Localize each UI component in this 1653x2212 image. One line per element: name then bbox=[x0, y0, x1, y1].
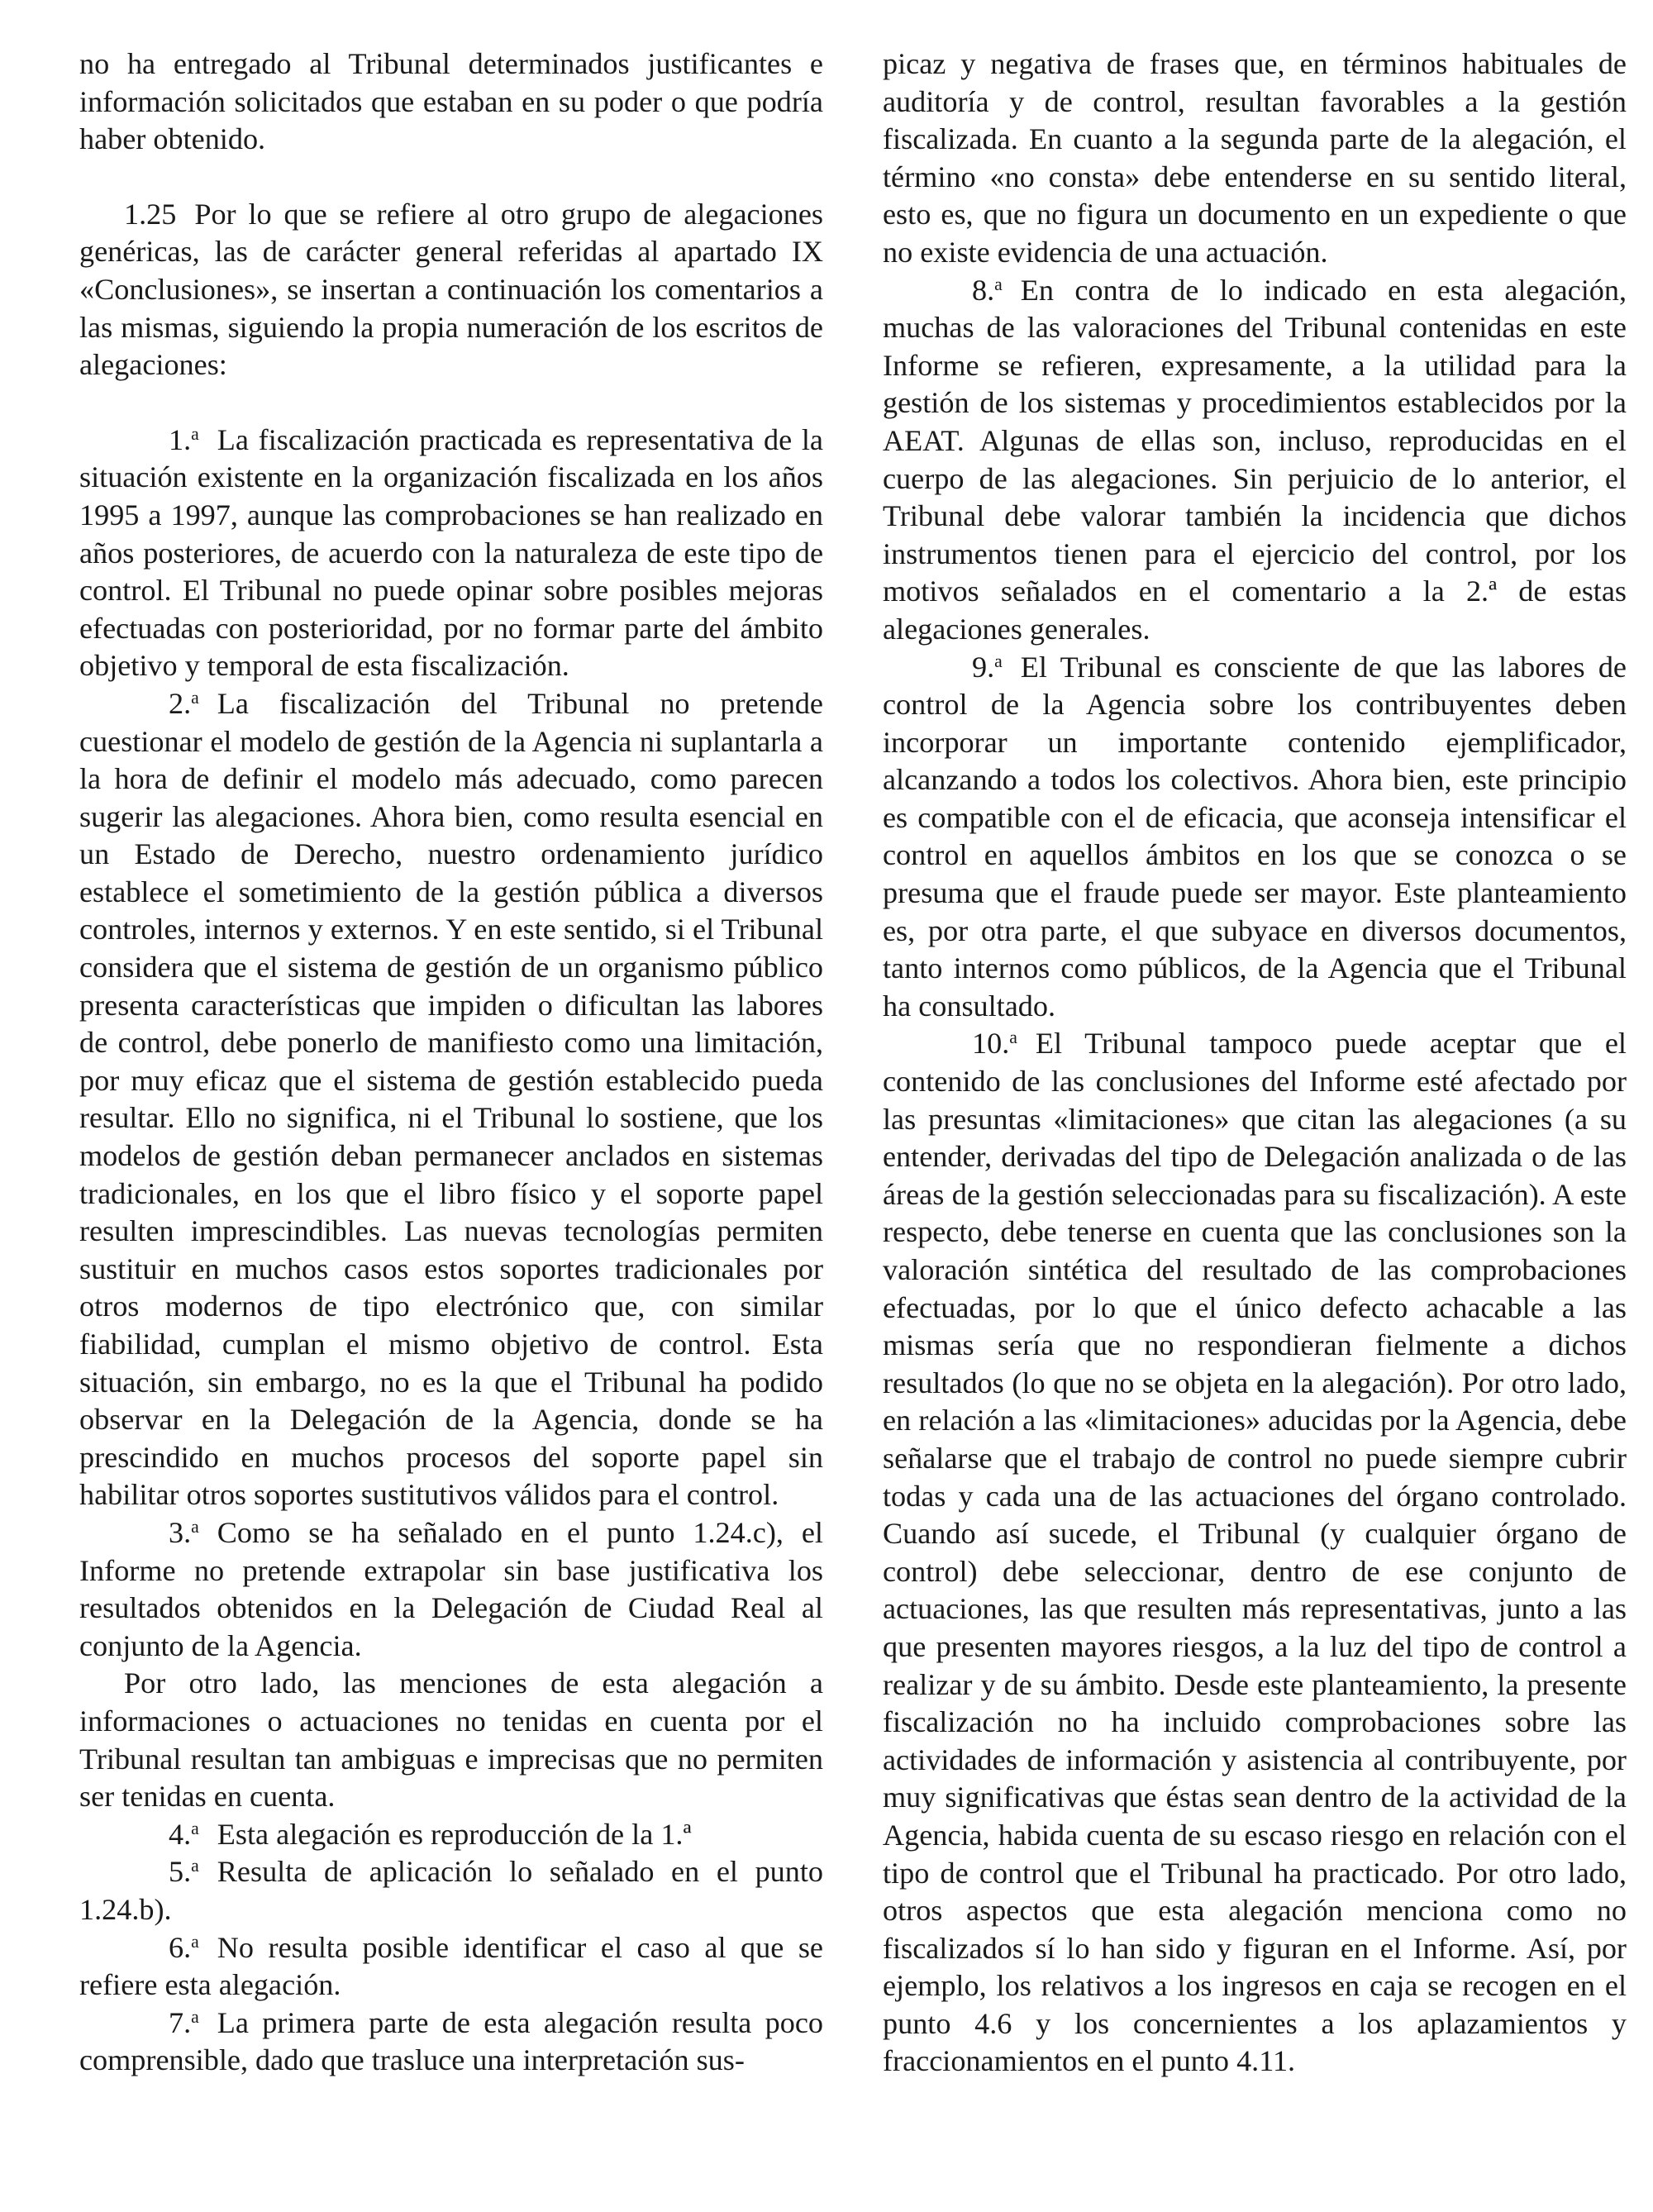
right-column bbox=[883, 45, 1627, 2178]
paragraph-1-25 bbox=[79, 196, 823, 384]
paragraph-number: 1.25 bbox=[124, 197, 177, 231]
allegation-10 bbox=[883, 1025, 1627, 2081]
ordinal-label: 6.$^a$ bbox=[169, 1930, 199, 1964]
ordinal-label: 3.$^a$ bbox=[169, 1515, 199, 1549]
allegation-8 bbox=[883, 272, 1627, 649]
allegation-text: La fiscalización del Tribunal no pretende cuestionar el modelo de gestión de la Agencia ni suplantarla a la hora de definir el modelo más adecuado, como parecen sugerir las alegaciones. Ahora bien, como resulta esencial en un Estado de Derecho, nuestro ordenamiento jurídico establece el sometimiento de la gestión pública a diversos controles, internos y externos. Y en este sentido, si el Tribunal considera que el sistema de gestión de un organismo público presenta características que impiden o dificultan las labores de control, debe ponerlo de manifiesto como una limitación, por muy eficaz que el sistema de gestión establecido pueda resultar. Ello no significa, ni el Tribunal lo sostiene, que los modelos de gestión deban permanecer anclados en sistemas tradicionales, en los que el libro físico y el soporte papel resulten imprescindibles. Las nuevas tecnologías permiten sustituir en muchos casos estos soportes tradicionales por otros modernos de tipo electrónico que, con similar fiabilidad, cumplan el mismo objetivo de control. Esta situación, sin embargo, no es la que el Tribunal ha podido observar en la Delegación de la Agencia, donde se ha prescindido en muchos procesos del soporte papel sin habilitar otros soportes sustitutivos válidos para el control. bbox=[79, 686, 823, 1512]
allegation-6 bbox=[79, 1929, 823, 2005]
allegation-4 bbox=[79, 1816, 823, 1854]
allegation-text: El Tribunal tampoco puede aceptar que el contenido de las conclusiones del Informe esté afectado por las presuntas «limitaciones» que citan las alegaciones (a su entender, derivadas del tipo de Delegación analizada o de las áreas de la gestión seleccionadas para su fiscalización). A este respecto, debe tenerse en cuenta que las conclusiones son la valoración sintética del resultado de las comprobaciones efectuadas, por lo que el único defecto achacable a las mismas sería que no respondieran fielmente a dichos resultados (lo que no se objeta en la alegación). Por otro lado, en relación a las «limitaciones» aducidas por la Agencia, debe señalarse que el trabajo de control no puede siempre cubrir todas y cada una de las actuaciones del órgano controlado. Cuando así sucede, el Tribunal (y cualquier órgano de control) debe seleccionar, dentro de ese conjunto de actuaciones, las que resulten más representativas, junto a las que presenten mayores riesgos, a la luz del tipo de control a realizar y de su ámbito. Desde este planteamiento, la presente fiscalización no ha incluido comprobaciones sobre las actividades de información y asistencia al contribuyente, por muy significativas que éstas sean dentro de la actividad de la Agencia, habida cuenta de su escaso riesgo en relación con el tipo de control que el Tribunal ha practicado. Por otro lado, otros aspectos que esta alegación menciona como no fiscalizados sí lo han sido y figuran en el Informe. Así, por ejemplo, los relativos a los ingresos en caja se recogen en el punto 4.6 y los concernientes a los aplazamientos y fraccionamientos en el punto 4.11. bbox=[883, 1027, 1627, 2078]
allegation-2 bbox=[79, 685, 823, 1514]
allegation-7 bbox=[79, 2005, 823, 2080]
allegation-text: No resulta posible identificar el caso al que se refiere esta alegación. bbox=[79, 1930, 823, 2002]
ordinal-label: 5.$^a$ bbox=[169, 1855, 199, 1889]
ordinal-label: 9.$^a$ bbox=[972, 650, 1003, 684]
intro-paragraph: no ha entregado al Tribunal determinados justificantes e información solicitados que estaban en su poder o que podría haber obtenido. bbox=[79, 47, 823, 156]
document-page bbox=[79, 45, 1627, 2178]
allegation-9 bbox=[883, 649, 1627, 1026]
allegation-text: La primera parte de esta alegación resulta poco comprensible, dado que trasluce una interpretación sus- bbox=[79, 2005, 823, 2077]
paragraph-text: Por lo que se refiere al otro grupo de alegaciones genéricas, las de carácter general referidas al apartado IX «Conclusiones», se insertan a continuación los comentarios a las mismas, siguiendo la propia numeración de los escritos de alegaciones: bbox=[79, 197, 823, 382]
allegation-3-continued: Por otro lado, las menciones de esta alegación a informaciones o actuaciones no tenidas en cuenta por el Tribunal resultan tan ambiguas e imprecisas que no permiten ser tenidas en cuenta. bbox=[79, 1666, 823, 1814]
allegation-text: Esta alegación es reproducción de la 1.ª bbox=[217, 1817, 692, 1851]
ordinal-label: 7.$^a$ bbox=[169, 2005, 199, 2039]
ordinal-label: 1.$^a$ bbox=[169, 422, 199, 456]
allegation-5 bbox=[79, 1853, 823, 1928]
ordinal-label: 10.$^a$ bbox=[972, 1027, 1017, 1061]
allegation-text: Resulta de aplicación lo señalado en el punto 1.24.b). bbox=[79, 1855, 823, 1926]
ordinal-label: 8.$^a$ bbox=[972, 273, 1003, 307]
allegation-7-continued: picaz y negativa de frases que, en términos habituales de auditoría y de control, resultan favorables a la gestión fiscalizada. En cuanto a la segunda parte de la alegación, el término «no consta» debe entenderse en su sentido literal, esto es, que no figura un documento en un expediente o que no existe evidencia de una actuación. bbox=[883, 47, 1627, 269]
allegation-text: En contra de lo indicado en esta alegación, muchas de las valoraciones del Tribunal contenidas en este Informe se refieren, expresamente, a la utilidad para la gestión de los sistemas y procedimientos establecidos por la AEAT. Algunas de ellas son, incluso, reproducidas en el cuerpo de las alegaciones. Sin perjuicio de lo anterior, el Tribunal debe valorar también la incidencia que dichos instrumentos tienen para el ejercicio del control, por los motivos señalados en el comentario a la 2.ª de estas alegaciones generales. bbox=[883, 273, 1627, 646]
allegation-text: El Tribunal es consciente de que las labores de control de la Agencia sobre los contribuyentes deben incorporar un importante contenido ejemplificador, alcanzando a todos los colectivos. Ahora bien, este principio es compatible con el de eficacia, que aconseja intensificar el control en aquellos ámbitos en los que se conozca o se presuma que el fraude puede ser mayor. Este planteamiento es, por otra parte, el que subyace en diversos documentos, tanto internos como públicos, de la Agencia que el Tribunal ha consultado. bbox=[883, 650, 1627, 1023]
allegation-text: La fiscalización practicada es representativa de la situación existente en la organización fiscalizada en los años 1995 a 1997, aunque las comprobaciones se han realizado en años posteriores, de acuerdo con la naturaleza de este tipo de control. El Tribunal no puede opinar sobre posibles mejoras efectuadas con posterioridad, por no formar parte del ámbito objetivo y temporal de esta fiscalización. bbox=[79, 422, 823, 683]
ordinal-label: 4.$^a$ bbox=[169, 1817, 199, 1851]
allegation-1 bbox=[79, 422, 823, 685]
allegation-text: Como se ha señalado en el punto 1.24.c), el Informe no pretende extrapolar sin base justificativa los resultados obtenidos en la Delegación de Ciudad Real al conjunto de la Agencia. bbox=[79, 1515, 823, 1662]
allegation-3 bbox=[79, 1514, 823, 1665]
left-column bbox=[79, 45, 823, 2178]
ordinal-label: 2.$^a$ bbox=[169, 686, 199, 720]
